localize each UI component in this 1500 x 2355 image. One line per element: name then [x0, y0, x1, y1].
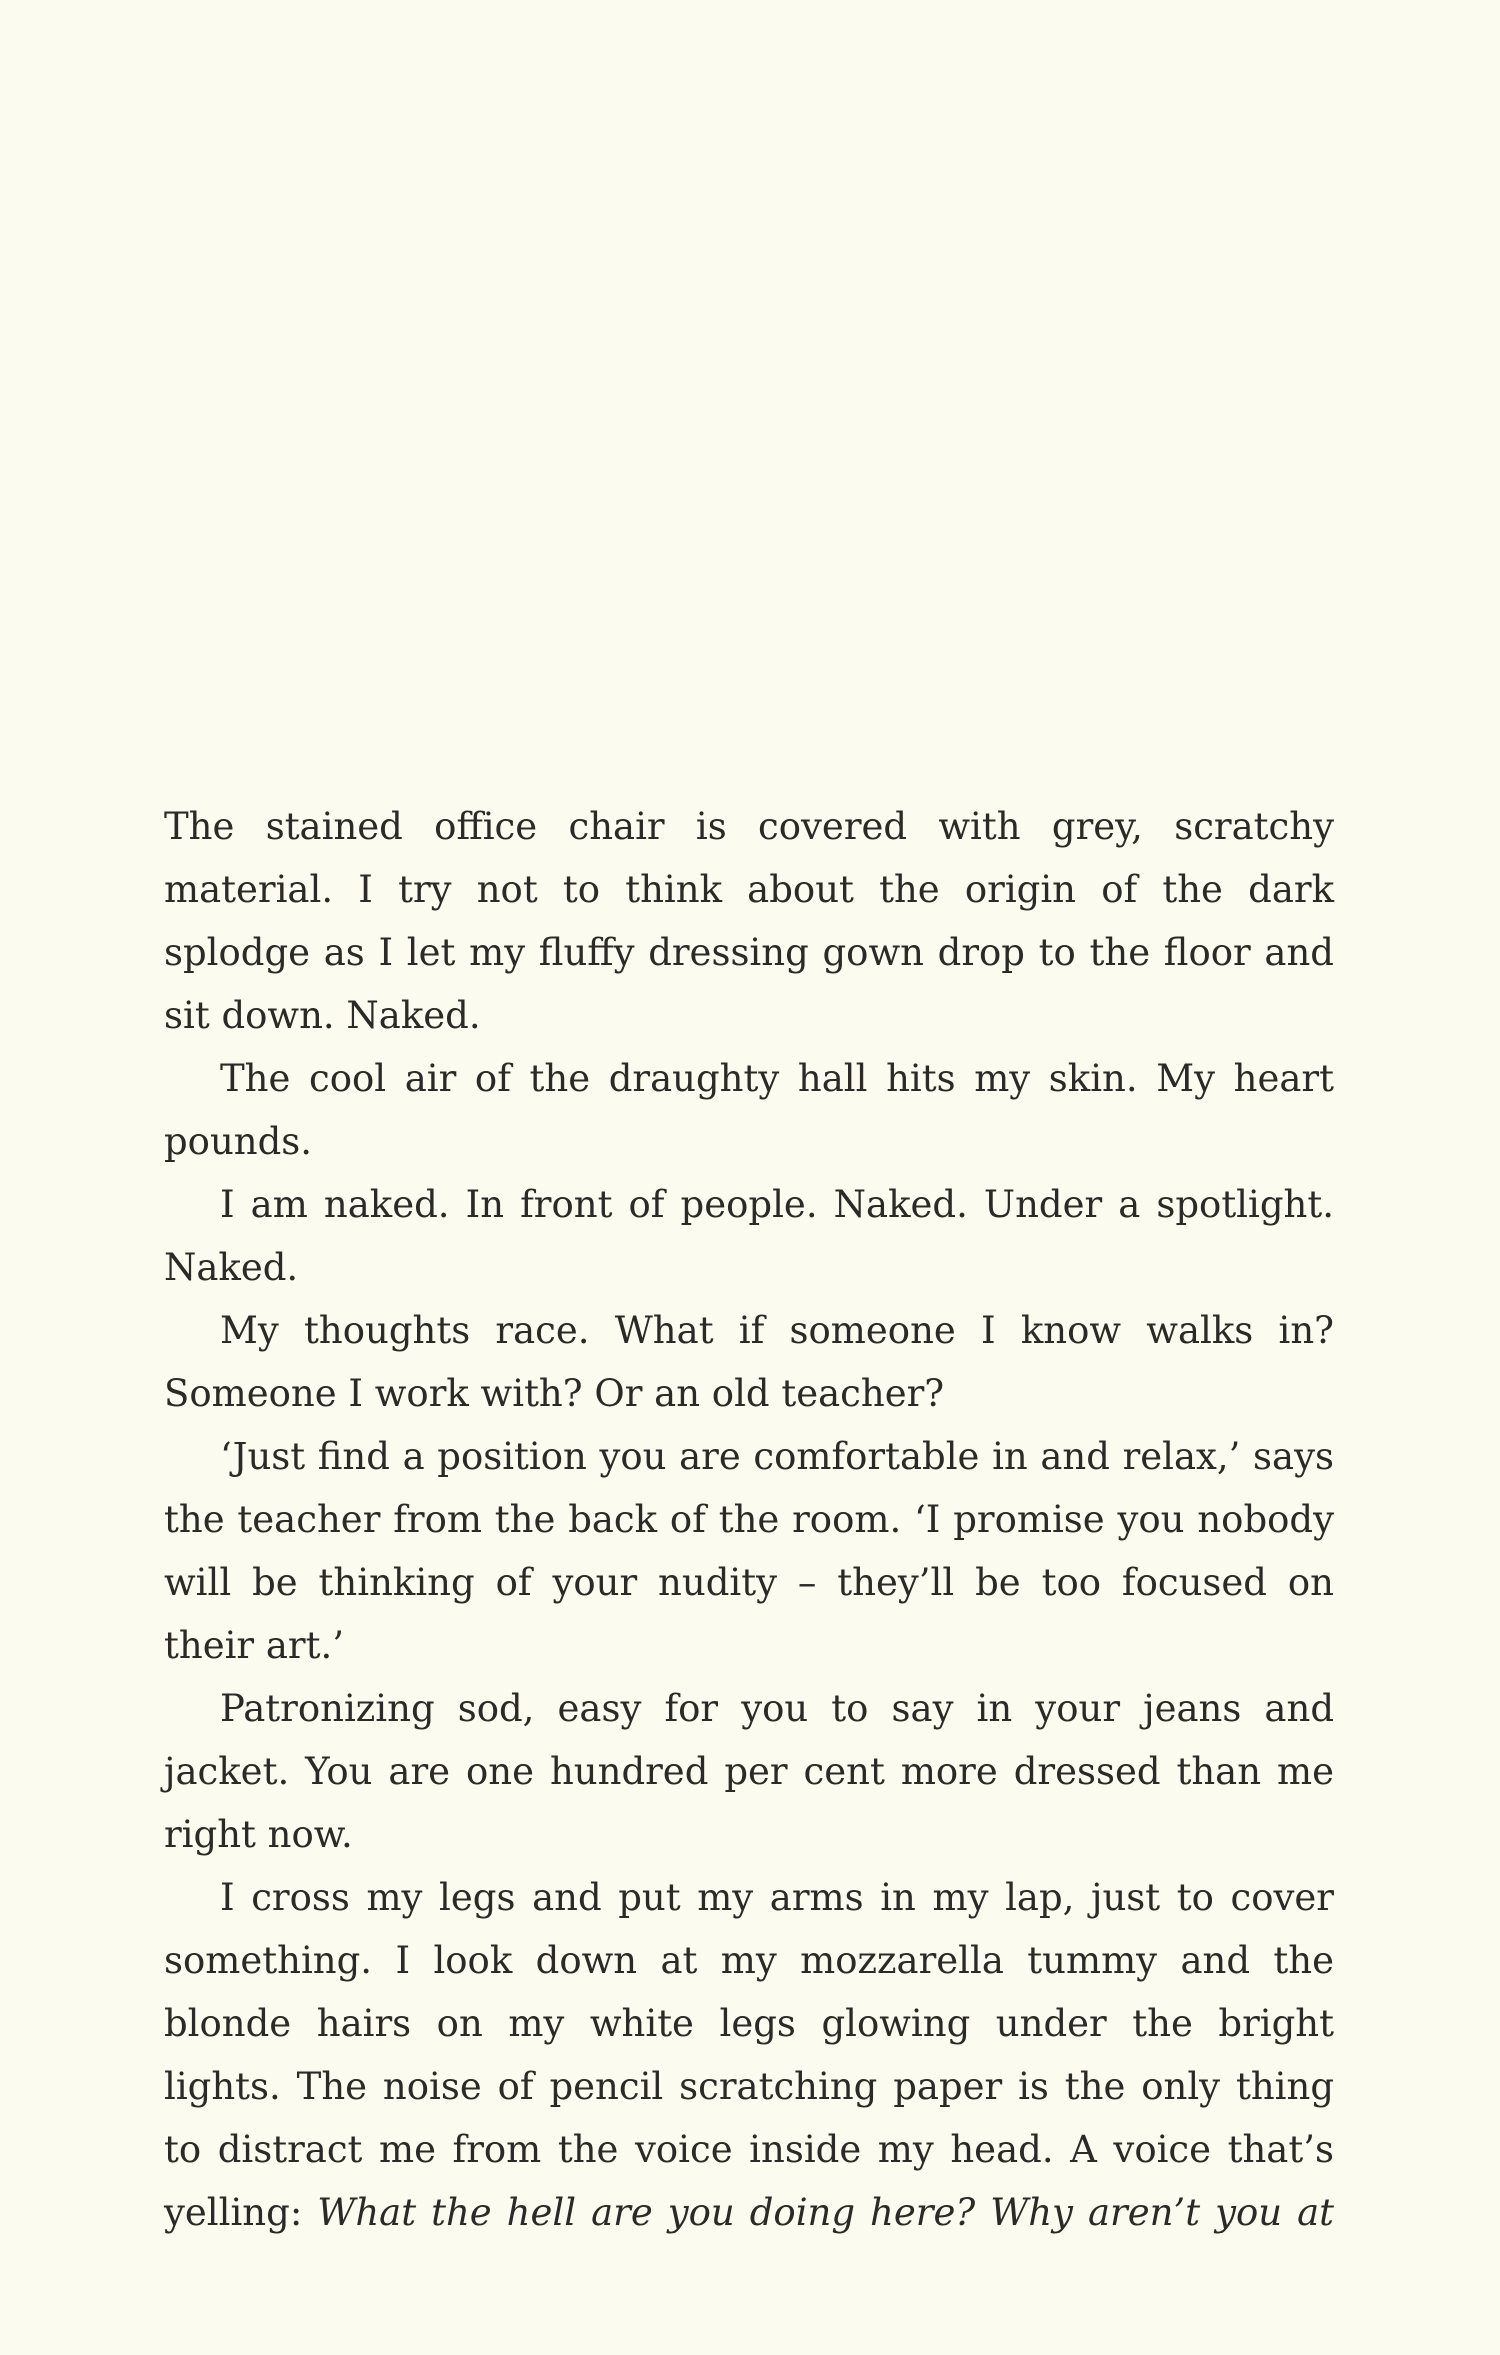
paragraph-4: My thoughts race. What if someone I know walks in? Someone I work with? Or an old teacher? — [164, 1309, 1334, 1415]
body-text — [164, 795, 1334, 2244]
paragraph-1: The stained office chair is covered with grey, scratchy material. I try not to think about the origin of the dark splodge as I let my fluffy dressing gown drop to the floor and sit down. Naked. — [164, 805, 1334, 1037]
paragraph-7 — [164, 1866, 1334, 2244]
paragraph-5: ‘Just find a position you are comfortable in and relax,’ says the teacher from the back of the room. ‘I promise you nobody will be thinking of your nudity – they’ll be too focused on their art.’ — [164, 1435, 1334, 1667]
paragraph-3: I am naked. In front of people. Naked. Under a spotlight. Naked. — [164, 1183, 1334, 1289]
paragraph-7-text: I cross my legs and put my arms in my lap, just to cover something. I look down at my mozzarella tummy and the blonde hairs on my white legs glowing under the bright lights. The noise of pencil scratching paper is the only thing to distract me from the voice inside my head. A voice that’s yelling: — [164, 1876, 1334, 2234]
paragraph-2: The cool air of the draughty hall hits my skin. My heart pounds. — [164, 1057, 1334, 1163]
paragraph-6: Patronizing sod, easy for you to say in your jeans and jacket. You are one hundred per cent more dressed than me right now. — [164, 1687, 1334, 1856]
italic-thought: What the hell are you doing here? Why aren’t you at — [317, 2191, 1335, 2234]
